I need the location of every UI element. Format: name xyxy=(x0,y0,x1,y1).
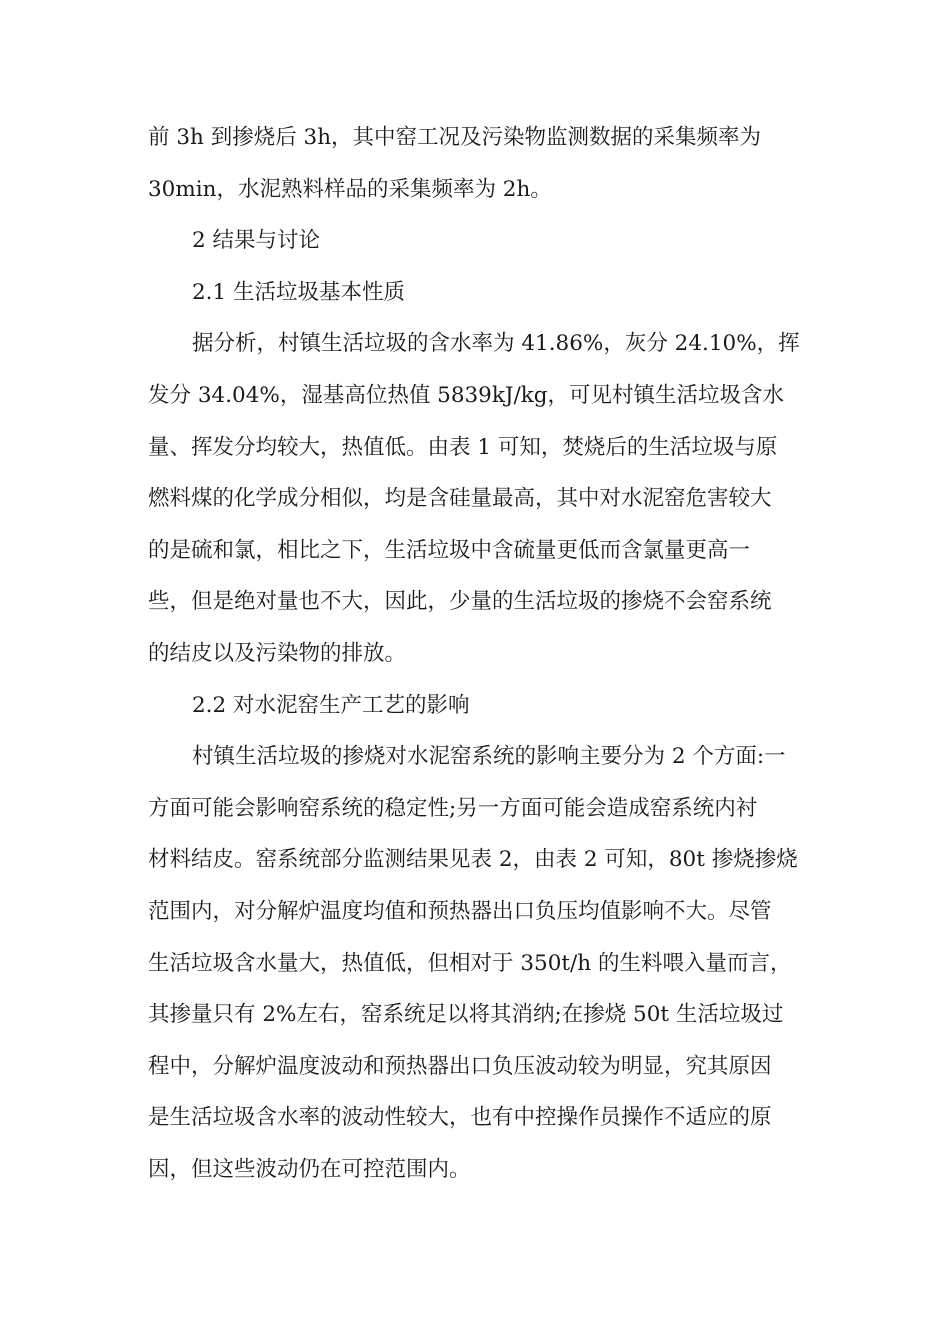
document-body xyxy=(148,112,808,1195)
text-line: 材料结皮。窑系统部分监测结果见表 2，由表 2 可知，80t 掺烧掺烧 xyxy=(148,847,798,873)
text-line: 其掺量只有 2%左右，窑系统足以将其消纳;在掺烧 50t 生活垃圾过 xyxy=(148,1002,784,1028)
text-line: 程中，分解炉温度波动和预热器出口负压波动较为明显，究其原因 xyxy=(148,1053,772,1079)
paragraph-intro-continuation xyxy=(148,112,808,215)
paragraph-2-1 xyxy=(148,318,808,679)
section-heading-2-2 xyxy=(148,680,808,732)
text-line: 量、挥发分均较大，热值低。由表 1 可知，焚烧后的生活垃圾与原 xyxy=(148,434,778,460)
section-heading-2-1 xyxy=(148,267,808,319)
text-line: 据分析，村镇生活垃圾的含水率为 41.86%，灰分 24.10%，挥 xyxy=(192,331,800,357)
text-line: 是生活垃圾含水率的波动性较大，也有中控操作员操作不适应的原 xyxy=(148,1105,772,1131)
text-line: 范围内，对分解炉温度均值和预热器出口负压均值影响不大。尽管 xyxy=(148,898,772,924)
paragraph-2-2 xyxy=(148,731,808,1195)
text-line: 些，但是绝对量也不大，因此，少量的生活垃圾的掺烧不会窑系统 xyxy=(148,589,772,615)
text-line: 的是硫和氯，相比之下，生活垃圾中含硫量更低而含氯量更高一 xyxy=(148,537,751,563)
section-heading-2 xyxy=(148,215,808,267)
text-line: 的结皮以及污染物的排放。 xyxy=(148,640,407,666)
text-line: 因，但这些波动仍在可控范围内。 xyxy=(148,1156,471,1182)
text-line: 生活垃圾含水量大，热值低，但相对于 350t/h 的生料喂入量而言， xyxy=(148,950,792,976)
text-line: 发分 34.04%，湿基高位热值 5839kJ/kg，可见村镇生活垃圾含水 xyxy=(148,382,785,408)
heading-text: 2 结果与讨论 xyxy=(192,228,321,254)
text-line: 燃料煤的化学成分相似，均是含硅量最高，其中对水泥窑危害较大 xyxy=(148,486,772,512)
heading-text: 2.1 生活垃圾基本性质 xyxy=(192,279,406,305)
text-line: 30min，水泥熟料样品的采集频率为 2h。 xyxy=(148,176,552,202)
text-line: 方面可能会影响窑系统的稳定性;另一方面可能会造成窑系统内衬 xyxy=(148,795,758,821)
text-line: 村镇生活垃圾的掺烧对水泥窑系统的影响主要分为 2 个方面:一 xyxy=(192,744,786,770)
text-line: 前 3h 到掺烧后 3h，其中窑工况及污染物监测数据的采集频率为 xyxy=(148,125,762,150)
heading-text: 2.2 对水泥窑生产工艺的影响 xyxy=(192,692,470,718)
